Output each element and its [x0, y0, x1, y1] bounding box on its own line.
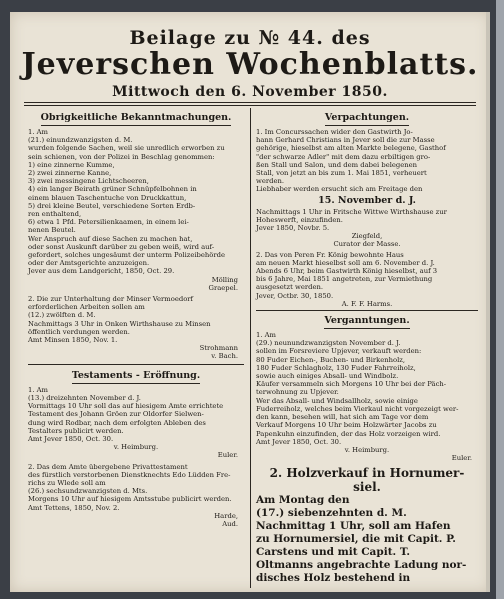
text-line: 1) eine zinnerne Kumme,: [28, 160, 115, 169]
lease-date: 15. November d. J.: [318, 194, 416, 206]
column-divider: [250, 108, 251, 588]
section-official-notices: Obrigkeitliche Bekanntmachungen.: [28, 112, 244, 126]
signature: Euler.: [217, 451, 238, 460]
text-line: sein schienen, von der Polizei in Beschlag genommen:: [28, 152, 215, 161]
signature: Aud.: [222, 519, 238, 528]
signature: v. Heimburg.: [344, 445, 390, 454]
text-line: Carstens und mit Capit. T.: [256, 546, 410, 559]
text-line: den kann, besehen will, hat sich am Tage vor dem: [256, 413, 429, 422]
text-line: Nachmittags 1 Uhr in Fritsche Wittwe Wirthshause zur: [256, 207, 447, 216]
text-line: Jever, Octbr. 30, 1850.: [256, 291, 334, 300]
signature: v. Heimburg.: [113, 443, 159, 452]
right-column: [256, 110, 478, 585]
text-line: sollen im Forsreviere Upjever, verkauft werden:: [256, 347, 422, 356]
text-line: 1. Im Concurssachen wider den Gastwirth Jo-: [256, 128, 413, 136]
text-line: 1. Am: [28, 385, 48, 394]
signature: Mölling: [211, 275, 238, 284]
left-column: [28, 110, 244, 528]
text-line: ren enthaltend,: [28, 210, 82, 219]
text-line: ßen Stall und Salon, und dem dabei belegenen: [256, 160, 418, 169]
signature: Strohmann: [199, 344, 238, 353]
signature: Euler.: [451, 454, 472, 463]
text-line: Fuderreiholz, welches beim Vierkaul nicht vorgezeigt wer-: [256, 404, 459, 413]
section-leases: Verpachtungen.: [256, 112, 478, 126]
text-line: 1. Am: [256, 331, 276, 340]
text-line: gefordert, solches ungesäumt der unterm Polizeibehörde: [28, 251, 226, 260]
text-line: Wer das Absall- und Windsallholz, sowie einige: [256, 396, 418, 405]
text-line: disches Holz bestehend in: [256, 572, 411, 585]
text-line: Am Montag den: [256, 494, 350, 507]
masthead-supplement-line: Beilage zu № 44. des: [129, 27, 371, 49]
text-line: Verkauf Morgens 10 Uhr beim Holzwärter Jacobs zu: [256, 421, 437, 430]
auction-notice-1: [256, 331, 478, 446]
wood-sale-text: [256, 494, 478, 585]
text-line: 2. Die zur Unterhaltung der Minser Vermoedorf: [28, 295, 194, 304]
text-line: Amt Jever 1850, Oct. 30.: [256, 437, 342, 446]
text-line: 2) zwei zinnerne Kanne,: [28, 169, 112, 178]
masthead-title: Jeverschen Wochenblatts.: [21, 47, 479, 82]
text-line: 80 Fuder Eichen-, Buchen- und Birkenholz,: [256, 355, 406, 364]
text-line: (21.) einundzwanzigsten d. M.: [28, 136, 133, 145]
text-line: sowie auch einiges Absall- und Windbolz.: [256, 372, 399, 381]
newspaper-page: [10, 12, 490, 592]
text-line: (12.) zwölften d. M.: [28, 311, 96, 320]
official-notice-2: [28, 295, 244, 344]
section-testament-opening: Testaments - Eröffnung.: [28, 370, 244, 384]
text-line: Käufer versammeln sich Morgens 10 Uhr bei der Päch-: [256, 380, 447, 389]
text-line: Papenkuhn einzufinden, der das Holz vorzeigen wird.: [256, 429, 441, 438]
text-line: hann Gerhard Christians in Jever soll die zur Masse: [256, 136, 435, 145]
text-line: (13.) dreizehnten November d. J.: [28, 393, 141, 402]
text-line: des fürstlich verstorbenen Dienstknechts Edo Lüdden Fre-: [28, 470, 231, 479]
text-line: oder sonst Auskunft darüber zu geben weiß, wird auf-: [28, 242, 215, 251]
text-line: terwohnung zu Upjever.: [256, 388, 339, 397]
text-line: Morgens 10 Uhr auf hiesigem Amtsstube publicirt werden.: [28, 495, 232, 504]
text-line: 180 Fuder Schlagholz, 130 Fuder Fahrreiholz,: [256, 363, 416, 372]
text-line: Testalters publicirt werden.: [28, 426, 124, 435]
text-line: (29.) neunundzwanzigsten November d. J.: [256, 339, 401, 348]
text-line: zu Hornumersiel, die mit Capit. P.: [256, 533, 456, 546]
text-line: werden.: [256, 177, 285, 186]
text-line: erforderlichen Arbeiten sollen am: [28, 303, 145, 312]
text-line: "der schwarze Adler" mit dem dazu erbiltigen gro-: [256, 152, 431, 161]
masthead-date: Mittwoch den 6. November 1850.: [112, 84, 388, 100]
text-line: (26.) sechsundzwanzigsten d. Mts.: [28, 487, 148, 496]
text-line: Abends 6 Uhr, beim Gastwirth König hieselbst, auf 3: [256, 267, 438, 276]
text-line: am neuen Markt hieselbst soll am 6. November d. J.: [256, 258, 435, 267]
text-line: Nachmittag 1 Uhr, soll am Hafen: [256, 520, 451, 533]
text-line: 5) drei kleine Beutel, verschiedene Sorten Erdb-: [28, 201, 196, 210]
text-line: Hoheswerft, einzufinden.: [256, 215, 343, 224]
text-line: ausgesetzt werden.: [256, 283, 324, 292]
text-line: Wer Anspruch auf diese Sachen zu machen hat,: [28, 234, 193, 243]
text-line: dung wird Rodbar, nach dem erfolgten Ableben des: [28, 418, 206, 427]
text-line: Vormittags 10 Uhr soll das auf hiesigem Amte errichtete: [28, 402, 224, 411]
text-line: Amt Jever 1850, Oct. 30.: [28, 434, 114, 443]
text-line: gehörige, hieselbst am alten Markte belegene, Gasthof: [256, 144, 446, 153]
text-line: Stall, von jetzt an bis zum 1. Mai 1851, verheuert: [256, 169, 427, 178]
text-line: 1. Am: [28, 128, 48, 136]
text-line: wurden folgende Sachen, weil sie unredlich erworben zu: [28, 144, 225, 153]
signature: Curator der Masse.: [333, 240, 401, 249]
text-line: Oltmanns angebrachte Ladung nor-: [256, 559, 467, 572]
testament-notice-2: [28, 463, 244, 512]
text-line: (17.) siebenzehnten d. M.: [256, 507, 407, 520]
wood-sale-heading: 2. Holzverkauf in Hornumer- siel.: [269, 466, 465, 495]
lease-notice-2: [256, 251, 478, 300]
text-line: Amt Tettens, 1850, Nov. 2.: [28, 503, 120, 512]
signature: A. F. F. Harms.: [341, 299, 393, 308]
text-line: nenen Beutel.: [28, 226, 76, 235]
signature: Ziegfeld,: [351, 232, 383, 241]
official-notice-1: [28, 128, 244, 276]
lease-notice-1: [256, 128, 478, 194]
section-auctions: Verganntungen.: [256, 315, 478, 329]
testament-notice-1: [28, 386, 244, 443]
text-line: oder der Amtsgerichte anzuzeigen.: [28, 259, 150, 268]
scanner-edge: [496, 0, 504, 599]
text-line: öffentlich verdungen werden.: [28, 327, 130, 336]
text-line: Nachmittags 3 Uhr in Onken Wirthshause zu Minsen: [28, 319, 211, 328]
text-line: Jever 1850, Novbr. 5.: [256, 224, 330, 233]
text-line: bis 6 Jahre, Mai 1851 angetreten, zur Vermiethung: [256, 275, 433, 284]
signature: v. Bach.: [211, 352, 238, 361]
text-line: 3) zwei messingene Lichtscheeren,: [28, 177, 149, 186]
text-line: richs zu Wlede soll am: [28, 478, 106, 487]
text-line: Amt Minsen 1850, Nov. 1.: [28, 336, 118, 345]
text-line: Testament des Johann Gröen zur Oldorfer Sielwen-: [28, 410, 204, 419]
text-line: 4) ein langer Beirath grüner Schnüpfelbohnen in: [28, 185, 197, 194]
signature: Graepel.: [208, 283, 238, 292]
text-line: 2. Das dem Amte übergebene Privattestament: [28, 462, 188, 471]
text-line: Jever aus dem Landgericht, 1850, Oct. 29.: [28, 267, 175, 276]
text-line: Liebhaber werden ersucht sich am Freitage den: [256, 185, 423, 194]
masthead-rule-top: [24, 102, 476, 103]
text-line: 2. Das von Peren Fr. König bewohnte Haus: [256, 250, 404, 259]
lease-notice-1-cont: [256, 208, 478, 233]
text-line: einem blauen Taschentuche von Druckkattun,: [28, 193, 187, 202]
masthead-rule-bottom: [24, 105, 476, 106]
signature: Harde,: [214, 511, 238, 520]
text-line: 6) etwa 1 Pfd. Petersilienkaamen, in einem lei-: [28, 218, 189, 227]
